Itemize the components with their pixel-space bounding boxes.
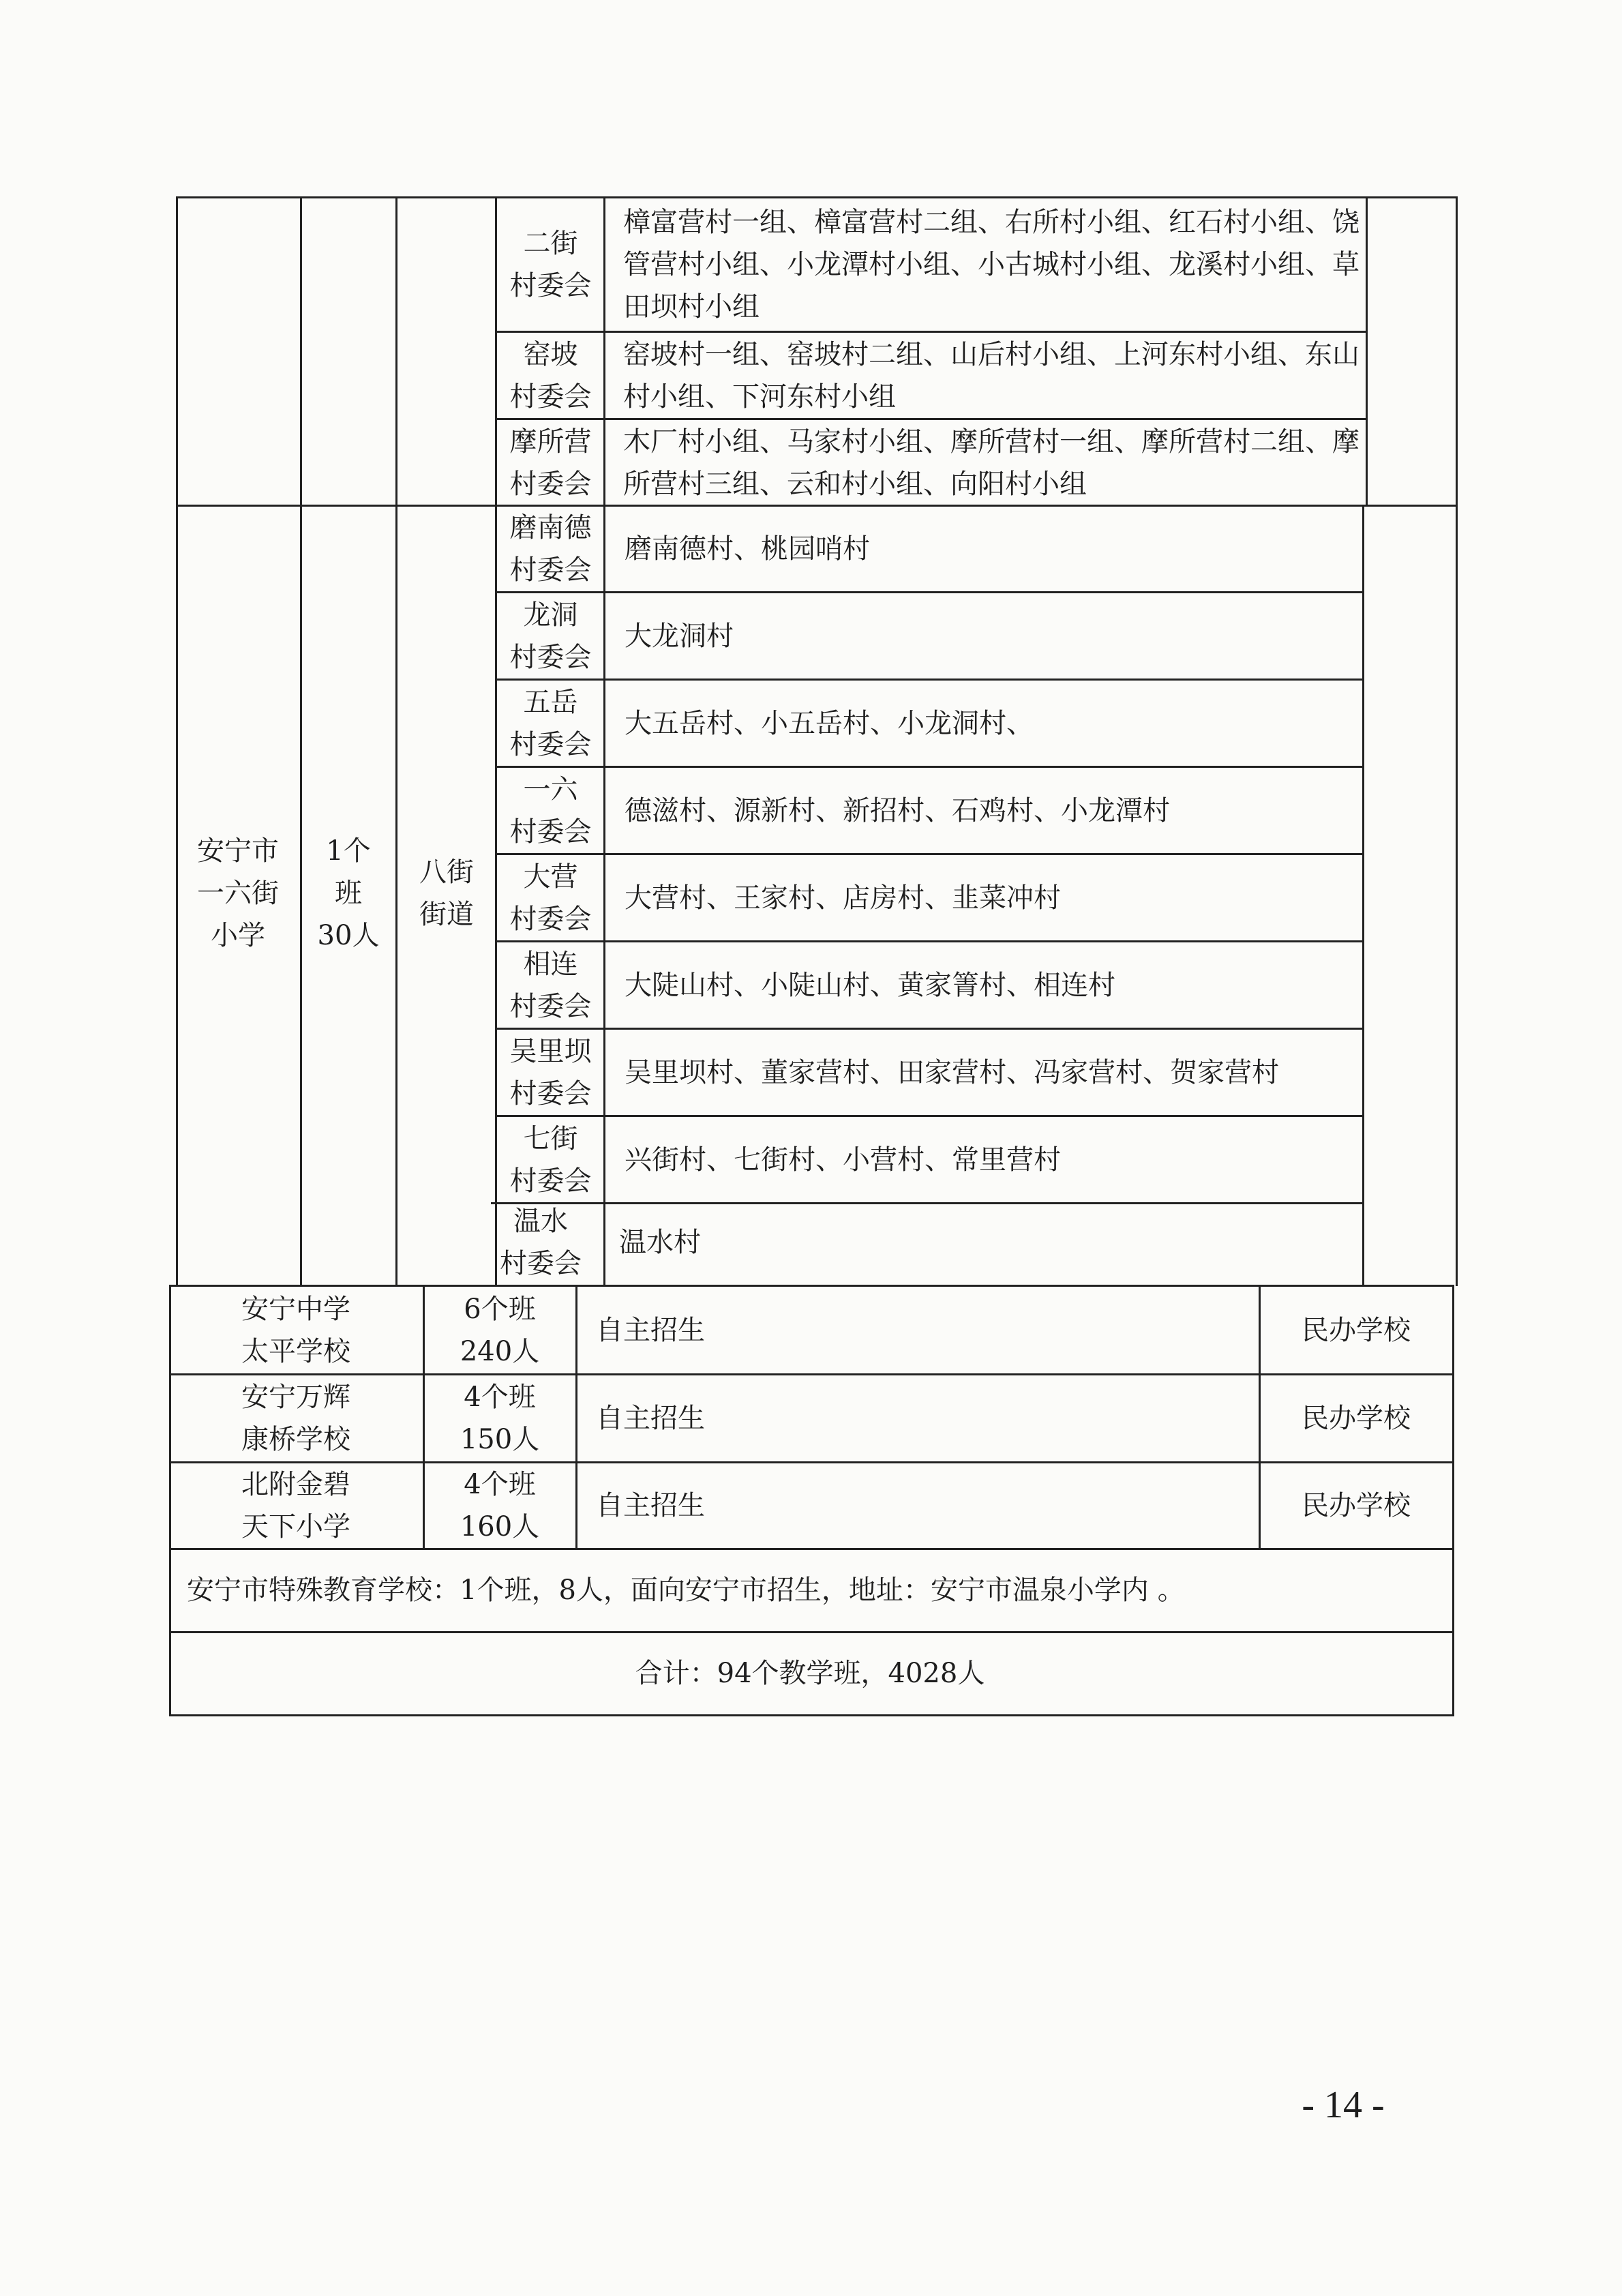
class-count-cell: 1个 班 30人	[317, 835, 380, 951]
table-border	[169, 1714, 1454, 1716]
special-school-row: 安宁市特殊教育学校：1个班，8人，面向安宁市招生，地址：安宁市温泉小学内 。	[187, 1575, 1185, 1606]
remarks-cell: 民办学校	[1302, 1403, 1411, 1434]
table-rule	[169, 1631, 1454, 1633]
class-count-cell: 6个班 240人	[460, 1294, 540, 1367]
table-rule	[496, 591, 1362, 593]
committee-cell: 一六 村委会	[509, 773, 592, 848]
class-count-cell: 4个班 160人	[460, 1469, 540, 1542]
committee-cell: 二街 村委会	[509, 227, 592, 301]
school-name-cell: 安宁万辉 康桥学校	[241, 1382, 350, 1455]
table-rule	[496, 853, 1362, 855]
enrollment-area-cell: 自主招生	[596, 1315, 705, 1346]
table-rule	[395, 196, 397, 1286]
table-border	[1456, 196, 1458, 1286]
committee-cell: 摩所营 村委会	[509, 426, 592, 500]
remarks-cell: 民办学校	[1302, 1315, 1411, 1346]
table-rule	[496, 418, 1366, 420]
school-name-cell: 北附金碧 天下小学	[241, 1469, 350, 1542]
table-rule	[575, 1285, 577, 1550]
table-rule	[496, 940, 1362, 942]
villages-cell: 大龙洞村	[625, 620, 734, 652]
total-row: 合计：94个教学班，4028人	[635, 1658, 985, 1689]
villages-cell: 温水村	[619, 1226, 701, 1258]
table-rule	[495, 196, 497, 1286]
table-rule	[300, 196, 302, 1286]
committee-cell: 七街 村委会	[509, 1122, 592, 1197]
villages-cell: 吴里坝村、董家营村、田家营村、冯家营村、贺家营村	[625, 1056, 1279, 1088]
table-border	[169, 1285, 171, 1716]
committee-cell: 温水 村委会	[500, 1205, 582, 1279]
table-border	[176, 196, 1458, 198]
table-border	[1452, 1285, 1454, 1716]
class-count-cell: 4个班 150人	[460, 1382, 540, 1455]
street-cell: 八街 街道	[419, 856, 474, 930]
table-rule	[169, 1373, 1454, 1375]
page-number: - 14 -	[1302, 2084, 1385, 2126]
table-rule	[1362, 505, 1364, 1286]
table-rule	[169, 1461, 1454, 1463]
villages-cell: 窑坡村一组、窑坡村二组、山后村小组、上河东村小组、东山村小组、下河东村小组	[623, 338, 1360, 413]
school-name-cell: 安宁市 一六街 小学	[197, 835, 279, 951]
table-rule	[496, 331, 1366, 333]
table-rule	[423, 1285, 425, 1550]
committee-cell: 五岳 村委会	[509, 686, 592, 760]
villages-cell: 磨南德村、桃园哨村	[625, 533, 870, 565]
enrollment-area-cell: 自主招生	[596, 1490, 705, 1521]
table-rule	[496, 679, 1362, 681]
committee-cell: 相连 村委会	[509, 948, 592, 1022]
committee-cell: 龙洞 村委会	[509, 599, 592, 673]
table-rule	[496, 1115, 1362, 1117]
table-rule	[603, 196, 605, 1286]
villages-cell: 德滋村、源新村、新招村、石鸡村、小龙潭村	[625, 794, 1170, 826]
committee-cell: 大营 村委会	[509, 861, 592, 935]
table-rule	[176, 505, 1458, 507]
enrollment-area-cell: 自主招生	[596, 1403, 705, 1434]
table-rule	[496, 766, 1362, 768]
table-border	[176, 196, 178, 1286]
remarks-cell: 民办学校	[1302, 1490, 1411, 1521]
villages-cell: 大营村、王家村、店房村、韭菜冲村	[625, 882, 1061, 914]
villages-cell: 木厂村小组、马家村小组、摩所营村一组、摩所营村二组、摩所营村三组、云和村小组、向阳村小组	[623, 426, 1360, 500]
villages-cell: 兴街村、七街村、小营村、常里营村	[625, 1144, 1061, 1176]
school-name-cell: 安宁中学 太平学校	[241, 1294, 350, 1367]
table-rule	[169, 1548, 1454, 1550]
table-rule	[169, 1285, 1454, 1287]
table-rule	[1366, 196, 1368, 507]
villages-cell: 大陡山村、小陡山村、黄家箐村、相连村	[625, 969, 1115, 1001]
committee-cell: 吴里坝 村委会	[509, 1035, 592, 1109]
committee-cell: 窑坡 村委会	[509, 338, 592, 413]
villages-cell: 大五岳村、小五岳村、小龙洞村、	[625, 707, 1034, 739]
table-rule	[1259, 1285, 1261, 1550]
committee-cell: 磨南德 村委会	[509, 511, 592, 586]
villages-cell: 樟富营村一组、樟富营村二组、右所村小组、红石村小组、饶管营村小组、小龙潭村小组、小古城村小组、龙溪村小组、草田坝村小组	[623, 206, 1360, 323]
table-rule	[496, 1028, 1362, 1030]
table-rule	[491, 1202, 1362, 1204]
